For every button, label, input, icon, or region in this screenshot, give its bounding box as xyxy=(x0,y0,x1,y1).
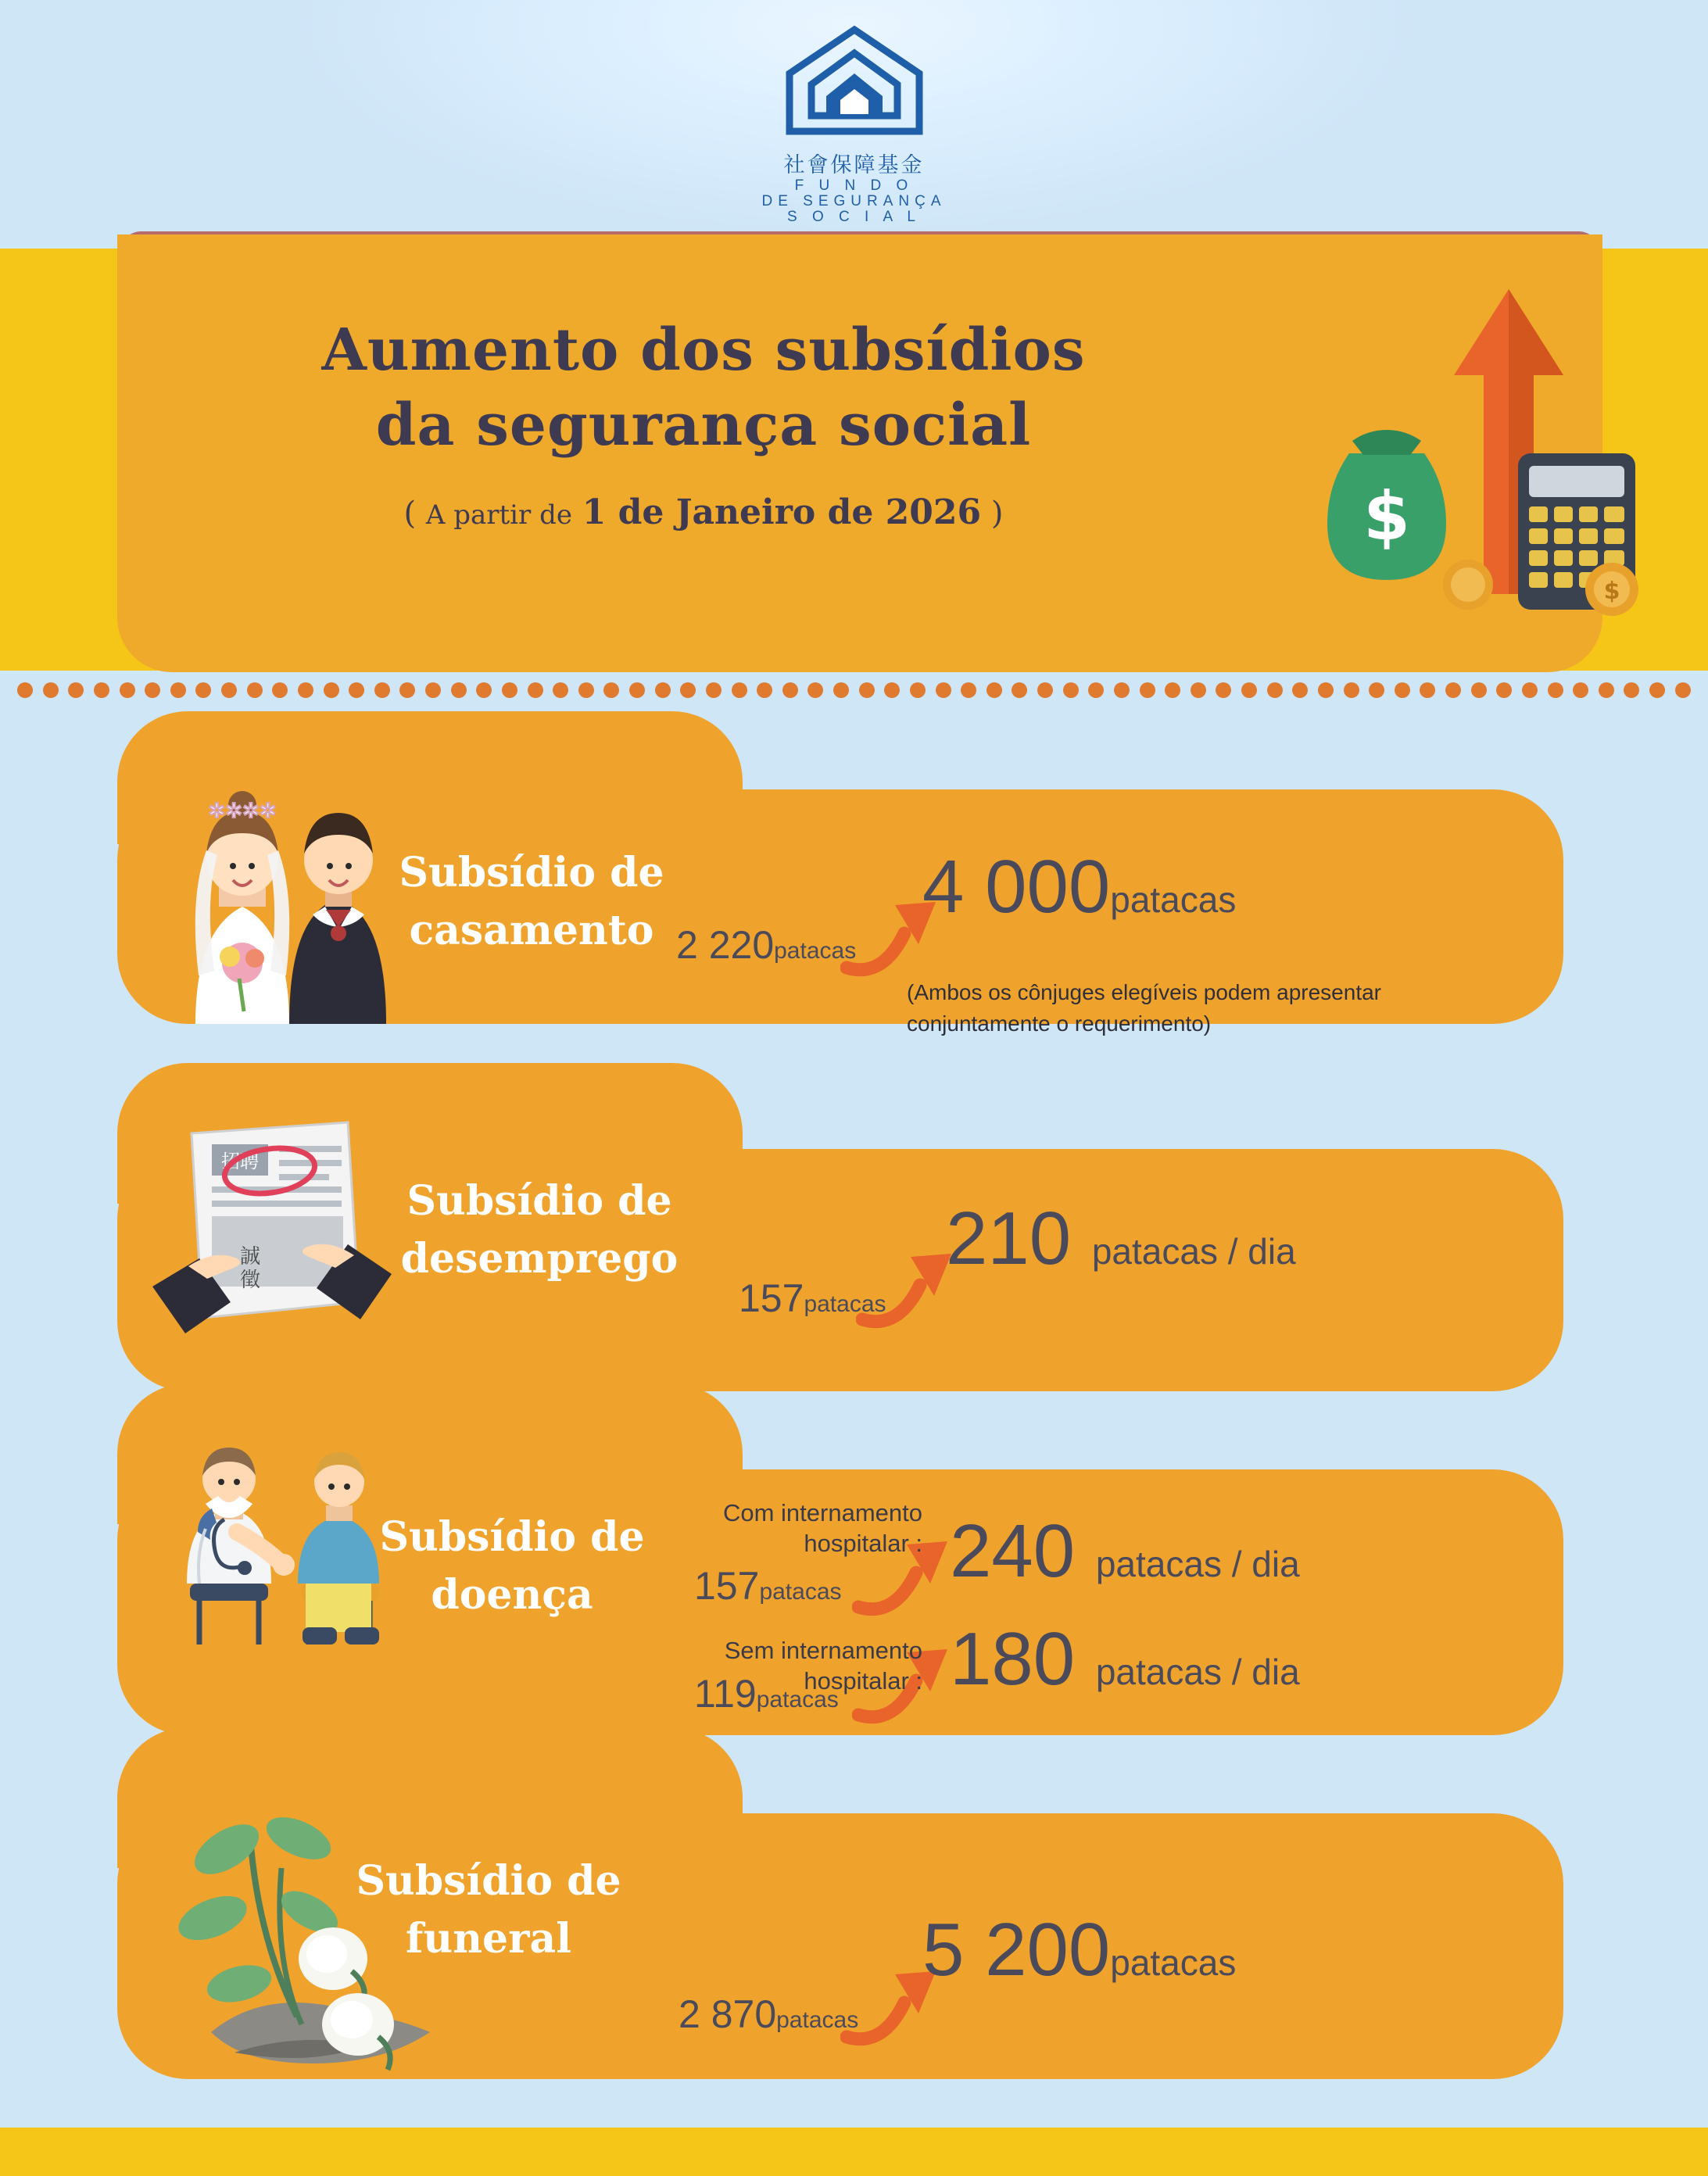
footer-band xyxy=(0,2128,1708,2176)
new-amount: 240 xyxy=(950,1509,1076,1593)
old-value-casamento xyxy=(676,922,856,968)
page-title-line2: da segurança social xyxy=(375,392,1032,459)
old-unit: patacas xyxy=(756,1687,839,1713)
condition-line2: hospitalar : xyxy=(804,1667,922,1695)
logo-block xyxy=(0,22,1708,225)
old-unit: patacas xyxy=(774,938,857,964)
label-line1: Subsídio de xyxy=(356,1857,621,1905)
effective-date-prefix: A partir de xyxy=(425,499,572,531)
label-line1: Subsídio de xyxy=(399,849,664,897)
funeral-flowers-icon xyxy=(117,1774,446,2091)
condition-line2: hospitalar : xyxy=(804,1530,922,1557)
new-unit: patacas xyxy=(1110,879,1237,920)
new-value-doenca-com xyxy=(950,1509,1300,1594)
svg-text:誠: 誠 xyxy=(240,1245,261,1269)
svg-text:徵: 徵 xyxy=(240,1269,261,1292)
svg-text:$: $ xyxy=(1603,578,1620,605)
new-amount: 180 xyxy=(950,1617,1076,1701)
effective-date xyxy=(133,492,1274,532)
old-value-doenca-com xyxy=(694,1563,842,1609)
note-line2: conjuntamente o requerimento) xyxy=(907,1011,1212,1036)
condition-line1: Com internamento xyxy=(722,1499,922,1526)
new-value-funeral xyxy=(922,1907,1236,1993)
label-line2: funeral xyxy=(406,1915,571,1963)
label-line1: Subsídio de xyxy=(379,1513,645,1561)
label-line2: desemprego xyxy=(400,1235,679,1283)
label-line1: Subsídio de xyxy=(406,1177,672,1225)
page-title xyxy=(133,313,1274,463)
new-amount: 210 xyxy=(946,1197,1072,1280)
card-label-desemprego xyxy=(367,1172,711,1288)
effective-date-value: 1 de Janeiro de 2026 xyxy=(582,492,982,532)
new-unit: patacas xyxy=(1110,1942,1237,1983)
paren-open: ( xyxy=(403,496,417,531)
dotted-divider xyxy=(0,682,1708,706)
condition-com-internamento xyxy=(680,1498,922,1559)
doctor-patient-icon xyxy=(152,1430,418,1669)
logo-portuguese-line3: S O C I A L xyxy=(787,209,921,225)
note-line1: (Ambos os cônjuges elegíveis podem apresentar xyxy=(907,980,1382,1004)
note-casamento xyxy=(907,977,1501,1040)
new-amount: 4 000 xyxy=(922,845,1111,929)
new-unit: patacas / dia xyxy=(1095,1544,1300,1584)
newspaper-job-ads-icon xyxy=(145,1110,403,1348)
old-value-funeral xyxy=(679,1992,858,2037)
new-unit: patacas / dia xyxy=(1091,1231,1296,1272)
logo-portuguese-line2: DE SEGURANÇA xyxy=(761,193,947,209)
page-title-line1: Aumento dos subsídios xyxy=(321,317,1086,384)
logo-chinese-text: 社會保障基金 xyxy=(783,153,925,177)
svg-text:✲✲✲✲: ✲✲✲✲ xyxy=(208,799,277,822)
old-amount: 157 xyxy=(739,1276,804,1320)
wedding-couple-icon xyxy=(149,766,406,1028)
old-unit: patacas xyxy=(804,1291,886,1317)
label-line2: casamento xyxy=(409,907,654,954)
new-value-casamento xyxy=(922,844,1236,930)
old-unit: patacas xyxy=(776,2007,859,2033)
new-unit: patacas / dia xyxy=(1095,1652,1300,1692)
old-unit: patacas xyxy=(759,1579,842,1605)
new-amount: 5 200 xyxy=(922,1908,1111,1992)
old-amount: 2 870 xyxy=(679,1992,777,2036)
label-line2: doença xyxy=(431,1571,593,1619)
old-value-desemprego xyxy=(739,1276,886,1321)
old-value-doenca-sem xyxy=(694,1671,839,1716)
new-value-desemprego xyxy=(946,1196,1296,1282)
condition-line1: Sem internamento xyxy=(724,1637,922,1664)
paren-close: ) xyxy=(990,496,1004,531)
fss-logo-icon xyxy=(780,22,929,143)
svg-text:招聘: 招聘 xyxy=(221,1151,259,1172)
old-amount: 119 xyxy=(694,1672,757,1716)
logo-portuguese-line1: F U N D O xyxy=(794,177,914,194)
old-amount: 2 220 xyxy=(676,923,775,967)
svg-text:$: $ xyxy=(1363,478,1410,556)
growth-arrow-illustration xyxy=(1321,258,1649,645)
old-amount: 157 xyxy=(694,1564,760,1608)
new-value-doenca-sem xyxy=(950,1616,1300,1702)
card-label-casamento xyxy=(367,844,696,960)
